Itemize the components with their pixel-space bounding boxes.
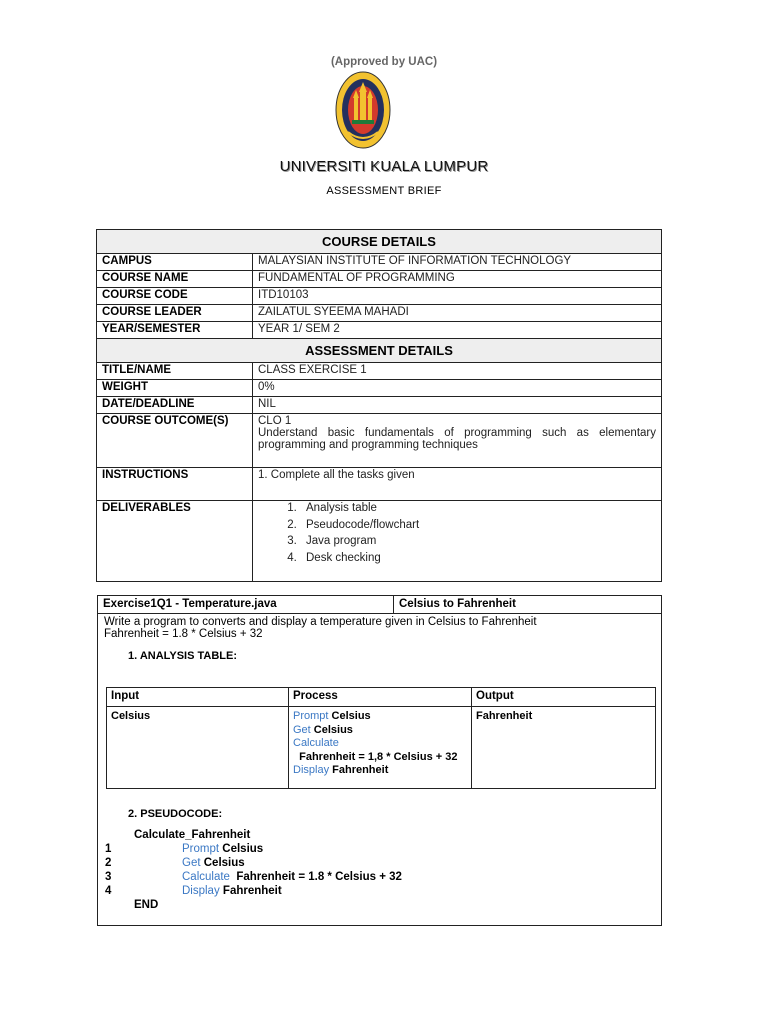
campus-value: MALAYSIAN INSTITUTE OF INFORMATION TECHNOLOGY bbox=[253, 254, 662, 271]
campus-label: CAMPUS bbox=[97, 254, 253, 271]
deadline-value: NIL bbox=[253, 397, 662, 414]
university-name: UNIVERSITI KUALA LUMPUR bbox=[279, 158, 489, 175]
pseudocode-end-line bbox=[105, 899, 545, 913]
title-label: TITLE/NAME bbox=[97, 363, 253, 380]
weight-label: WEIGHT bbox=[97, 380, 253, 397]
deliverables-label: DELIVERABLES bbox=[97, 501, 253, 582]
outcome-label: COURSE OUTCOME(S) bbox=[97, 414, 253, 468]
exercise-box bbox=[97, 595, 662, 926]
deliverable-item: 4. Desk checking bbox=[300, 552, 656, 569]
pseudocode-end: END bbox=[134, 899, 159, 911]
analysis-heading: 1. ANALYSIS TABLE: bbox=[128, 650, 237, 662]
deliverable-item: 2. Pseudocode/flowchart bbox=[300, 519, 656, 536]
analysis-process-cell bbox=[289, 707, 472, 789]
analysis-output-cell: Fahrenheit bbox=[472, 707, 656, 789]
course-code-value: ITD10103 bbox=[253, 288, 662, 305]
deliverable-item: 1. Analysis table bbox=[300, 502, 656, 519]
year-semester-value: YEAR 1/ SEM 2 bbox=[253, 322, 662, 339]
exercise-description: Write a program to converts and display a temperature given in Celsius to Fahrenheit bbox=[104, 616, 537, 628]
process-step: Fahrenheit = 1,8 * Celsius + 32 bbox=[293, 750, 458, 763]
analysis-header-process: Process bbox=[289, 688, 472, 707]
assessment-details-heading: ASSESSMENT DETAILS bbox=[97, 339, 662, 363]
pseudocode-line: 3 Calculate Fahrenheit = 1.8 * Celsius + 32 bbox=[105, 871, 402, 883]
deadline-label: DATE/DEADLINE bbox=[97, 397, 253, 414]
process-step: Get Celsius bbox=[293, 723, 353, 736]
exercise-header bbox=[98, 596, 661, 614]
outcome-code: CLO 1 bbox=[258, 415, 292, 427]
pseudocode-name-line bbox=[105, 829, 545, 843]
course-name-label: COURSE NAME bbox=[97, 271, 253, 288]
instructions-label: INSTRUCTIONS bbox=[97, 468, 253, 501]
outcome-value bbox=[253, 414, 662, 468]
exercise-file-name: Exercise1Q1 - Temperature.java bbox=[98, 596, 394, 613]
process-step: Calculate bbox=[293, 737, 339, 749]
analysis-header-input: Input bbox=[107, 688, 289, 707]
course-leader-label: COURSE LEADER bbox=[97, 305, 253, 322]
pseudocode-line: 4 Display Fahrenheit bbox=[105, 885, 282, 897]
course-details-table bbox=[96, 229, 662, 582]
deliverables-value bbox=[253, 501, 662, 582]
weight-value: 0% bbox=[253, 380, 662, 397]
process-step: Display Fahrenheit bbox=[293, 764, 389, 776]
course-leader-value: ZAILATUL SYEEMA MAHADI bbox=[253, 305, 662, 322]
outcome-text: Understand basic fundamentals of programming such as elementary programming and programming techniques bbox=[258, 427, 656, 451]
university-crest-logo bbox=[334, 70, 392, 150]
pseudocode-block bbox=[105, 829, 545, 913]
pseudocode-name: Calculate_Fahrenheit bbox=[134, 829, 251, 841]
pseudocode-line: 1 Prompt Celsius bbox=[105, 843, 264, 855]
analysis-input-cell: Celsius bbox=[107, 707, 289, 789]
course-name-value: FUNDAMENTAL OF PROGRAMMING bbox=[253, 271, 662, 288]
approval-note: (Approved by UAC) bbox=[330, 56, 438, 68]
exercise-formula: Fahrenheit = 1.8 * Celsius + 32 bbox=[104, 628, 263, 640]
deliverables-list bbox=[300, 502, 656, 568]
year-semester-label: YEAR/SEMESTER bbox=[97, 322, 253, 339]
document-title: ASSESSMENT BRIEF bbox=[326, 185, 442, 197]
course-details-heading: COURSE DETAILS bbox=[97, 230, 662, 254]
analysis-header-output: Output bbox=[472, 688, 656, 707]
exercise-body bbox=[98, 614, 661, 664]
pseudocode-heading: 2. PSEUDOCODE: bbox=[128, 808, 223, 820]
exercise-topic: Celsius to Fahrenheit bbox=[399, 598, 516, 610]
process-step: Prompt Celsius bbox=[293, 710, 371, 722]
title-value: CLASS EXERCISE 1 bbox=[253, 363, 662, 380]
instructions-value: 1. Complete all the tasks given bbox=[253, 468, 662, 501]
pseudocode-line: 2 Get Celsius bbox=[105, 857, 245, 869]
analysis-table bbox=[106, 687, 656, 789]
deliverable-item: 3. Java program bbox=[300, 535, 656, 552]
course-code-label: COURSE CODE bbox=[97, 288, 253, 305]
